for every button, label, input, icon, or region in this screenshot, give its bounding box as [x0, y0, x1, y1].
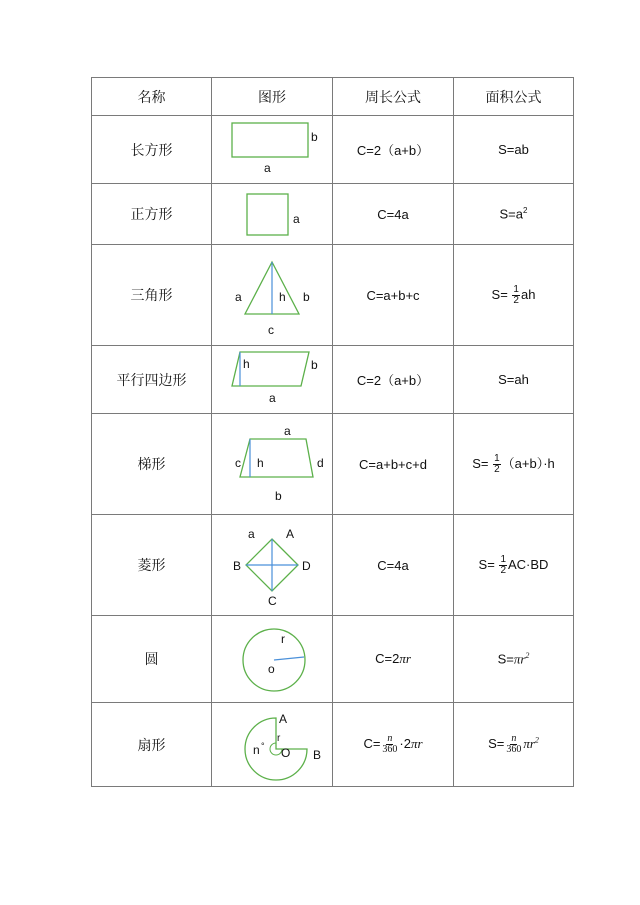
- perimeter-formula: C=a+b+c+d: [333, 414, 454, 515]
- label-B: B: [232, 559, 241, 573]
- perimeter-formula: C=4a: [333, 184, 454, 245]
- shape-name: 正方形: [92, 184, 212, 245]
- rectangle-figure: [212, 116, 333, 184]
- table-row: [92, 184, 574, 245]
- label-h: h: [256, 456, 264, 470]
- area-formula: S= $\frac{1}{2}$ ah: [454, 245, 574, 346]
- label-D: D: [301, 559, 311, 573]
- label-b: b: [310, 129, 318, 144]
- label-C: C: [267, 594, 277, 608]
- perimeter-formula: C=2（a+b）: [333, 346, 454, 414]
- rhombus-figure: [212, 515, 333, 616]
- label-h: h: [242, 356, 250, 371]
- header-figure: 图形: [212, 78, 333, 116]
- label-A: A: [278, 711, 287, 726]
- label-a: a: [283, 424, 291, 438]
- table-row: [92, 346, 574, 414]
- shape-name: 长方形: [92, 116, 212, 184]
- table-row: [92, 703, 574, 787]
- perimeter-formula: C=2πr: [333, 616, 454, 703]
- square-figure: [212, 184, 333, 245]
- radius-line: [274, 657, 304, 660]
- area-formula: $S=\pi r^2$: [454, 616, 574, 703]
- shape-formula-table: [91, 77, 574, 787]
- area-formula: S=ah: [454, 346, 574, 414]
- label-a: a: [234, 290, 242, 304]
- label-c: c: [267, 323, 274, 337]
- shape-name: 三角形: [92, 245, 212, 346]
- label-c: c: [234, 456, 241, 470]
- rectangle-shape: [232, 123, 308, 157]
- perimeter-formula: C= $\frac{n}{360}$ ·2πr: [333, 703, 454, 787]
- label-O: O: [280, 745, 290, 760]
- area-formula: S= $\frac{n}{360}$ $\pi r^2$: [454, 703, 574, 787]
- trapezoid-figure: [212, 414, 333, 515]
- area-formula: S=ab: [454, 116, 574, 184]
- circle-figure: [212, 616, 333, 703]
- label-b: b: [310, 357, 318, 372]
- label-a: a: [292, 212, 300, 226]
- label-h: h: [278, 290, 286, 304]
- header-row: [92, 78, 574, 116]
- label-deg: °: [260, 740, 265, 751]
- header-perimeter: 周长公式: [333, 78, 454, 116]
- shape-name: 扇形: [92, 703, 212, 787]
- area-formula: $S=a^2$: [454, 184, 574, 245]
- label-a: a: [247, 527, 255, 541]
- table-row: [92, 616, 574, 703]
- shape-name: 菱形: [92, 515, 212, 616]
- triangle-figure: [212, 245, 333, 346]
- area-formula: S= $\frac{1}{2}$ AC·BD: [454, 515, 574, 616]
- trapezoid-shape: [240, 439, 313, 477]
- perimeter-formula: C=2（a+b）: [333, 116, 454, 184]
- perimeter-formula: C=a+b+c: [333, 245, 454, 346]
- table-row: [92, 515, 574, 616]
- perimeter-formula: C=4a: [333, 515, 454, 616]
- sector-figure: [212, 703, 333, 787]
- label-b: b: [274, 489, 282, 503]
- label-a: a: [263, 160, 271, 175]
- label-A: A: [285, 527, 294, 541]
- label-r: r: [276, 732, 280, 744]
- header-area: 面积公式: [454, 78, 574, 116]
- shape-name: 圆: [92, 616, 212, 703]
- square-shape: [247, 194, 288, 235]
- label-o: o: [267, 662, 275, 676]
- parallelogram-figure: [212, 346, 333, 414]
- table-row: [92, 414, 574, 515]
- label-b: b: [302, 290, 310, 304]
- shape-name: 平行四边形: [92, 346, 212, 414]
- header-name: 名称: [92, 78, 212, 116]
- label-B: B: [312, 747, 321, 762]
- label-a: a: [268, 390, 276, 405]
- table-row: [92, 245, 574, 346]
- label-d: d: [316, 456, 324, 470]
- shape-name: 梯形: [92, 414, 212, 515]
- label-n: n: [252, 742, 260, 757]
- label-r: r: [280, 632, 285, 646]
- table-row: [92, 116, 574, 184]
- area-formula: S= $\frac{1}{2}$ （a+b）·h: [454, 414, 574, 515]
